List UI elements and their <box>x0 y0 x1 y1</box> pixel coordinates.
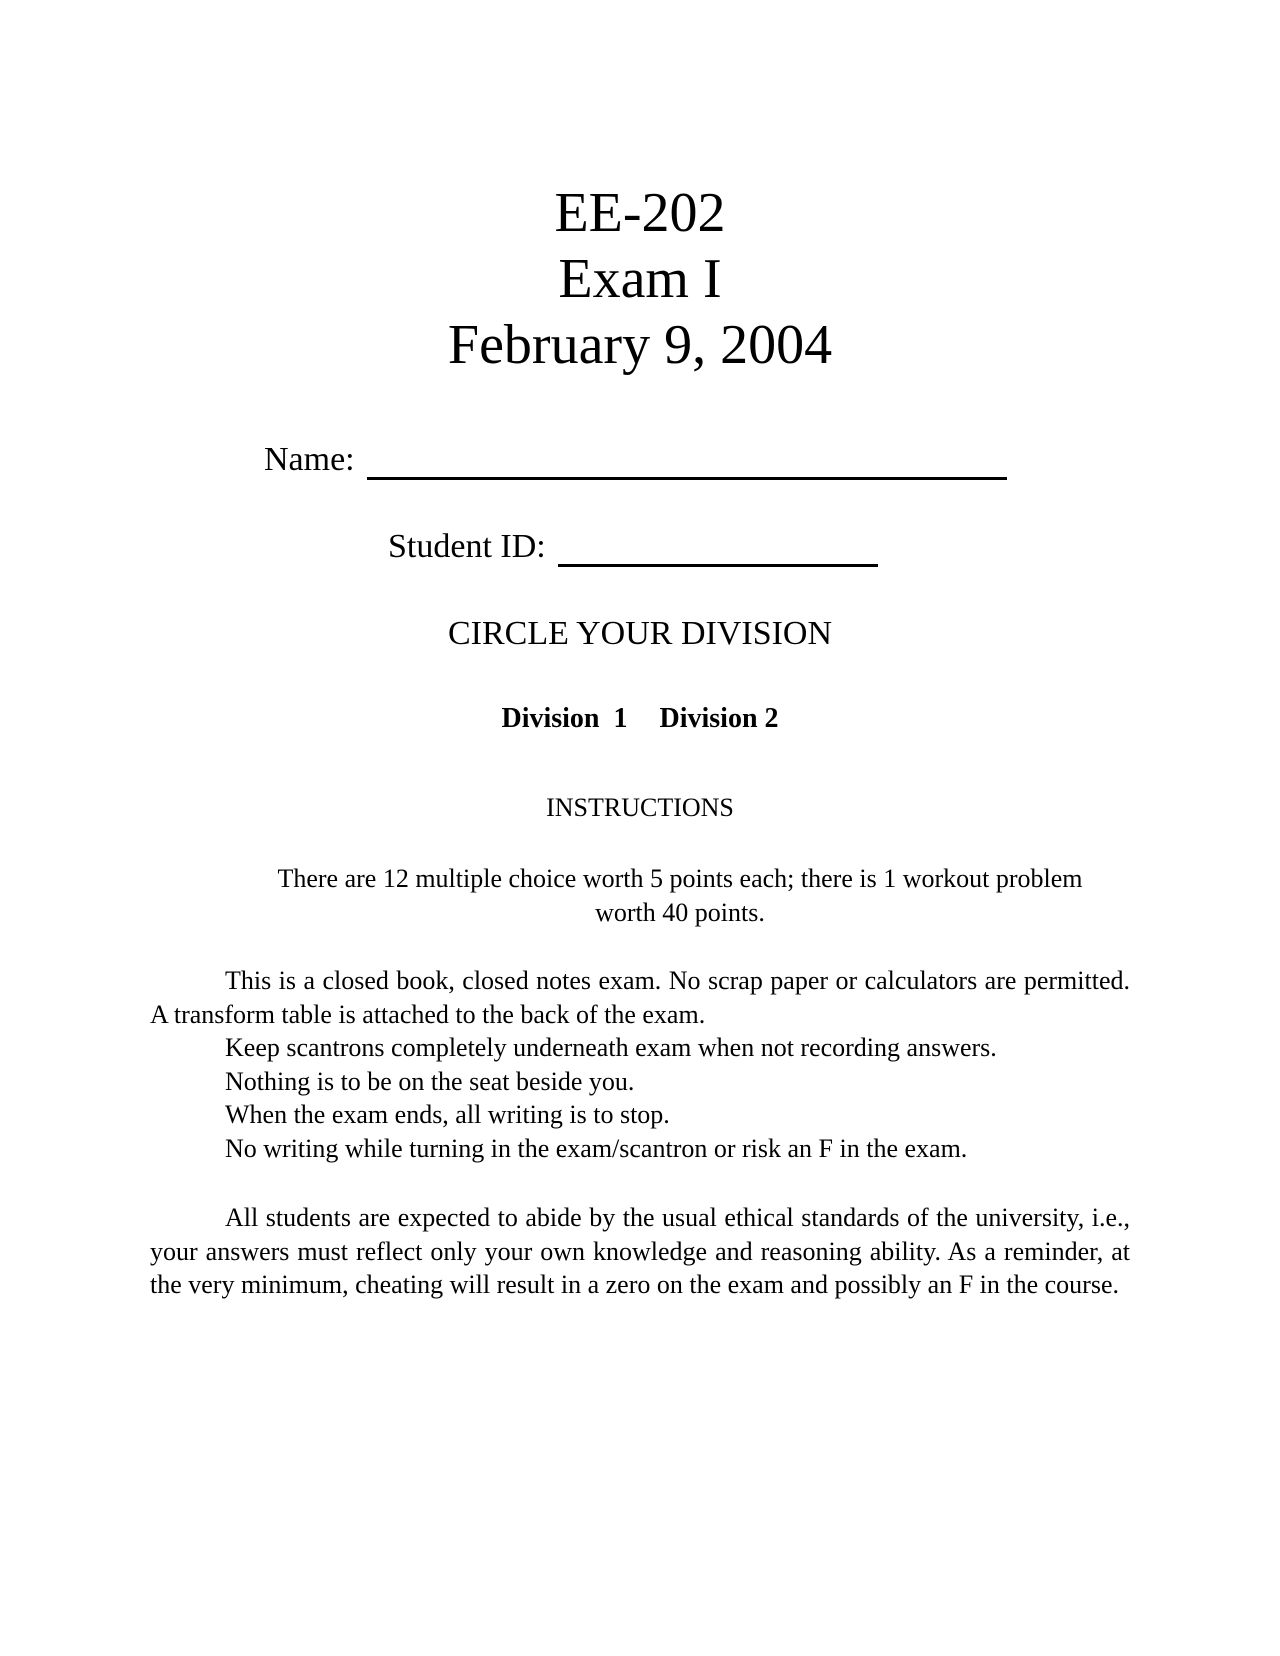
no-writing-rule: No writing while turning in the exam/scantron or risk an F in the exam. <box>225 1133 968 1163</box>
rules-block <box>150 964 1130 1165</box>
exam-title: Exam I <box>558 248 722 310</box>
division-options <box>0 702 1280 736</box>
course-title: EE-202 <box>554 182 726 244</box>
scantron-rule: Keep scantrons completely underneath exam when not recording answers. <box>225 1033 997 1062</box>
instructions-heading: INSTRUCTIONS <box>546 793 734 822</box>
division-2-option[interactable]: Division 2 <box>659 703 779 734</box>
seat-rule: Nothing is to be on the seat beside you. <box>225 1066 635 1096</box>
points-description: There are 12 multiple choice worth 5 points each; there is 1 workout problem worth 40 points. <box>277 864 1083 927</box>
ethics-block <box>150 1201 1130 1302</box>
name-field-row <box>264 440 1007 480</box>
circle-division-heading: CIRCLE YOUR DIVISION <box>447 615 833 652</box>
ethics-statement: All students are expected to abide by the usual ethical standards of the university, i.e., your answers must reflect only your own knowledge and reasoning ability. As a reminder, at the very minimum, cheating will result in a zero on the exam and possibly an F in the course. <box>150 1203 1130 1299</box>
name-blank-line[interactable] <box>367 447 1007 480</box>
student-id-blank-line[interactable] <box>558 534 878 567</box>
name-label: Name: <box>264 441 355 478</box>
writing-stop-rule: When the exam ends, all writing is to stop. <box>225 1100 670 1129</box>
student-id-label: Student ID: <box>388 528 546 565</box>
title-block <box>0 180 1280 378</box>
closed-book-rule: This is a closed book, closed notes exam. No scrap paper or calculators are permitted. A transform table is attached to the back of the exam. <box>150 966 1130 1029</box>
exam-date: February 9, 2004 <box>447 314 833 376</box>
student-id-field-row <box>388 527 878 567</box>
division-1-option[interactable]: Division 1 <box>501 703 628 734</box>
